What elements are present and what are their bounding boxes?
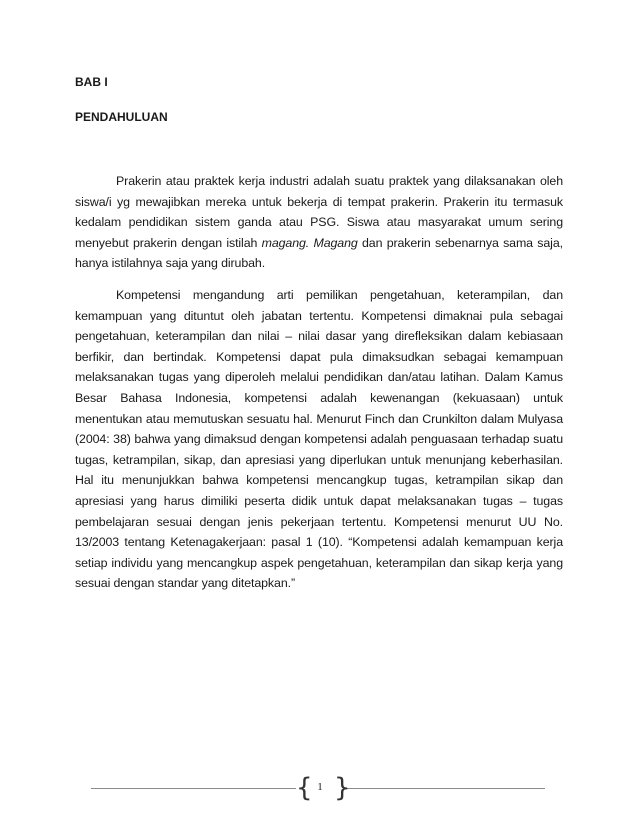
paragraph-prakerin-italic-term: magang. Magang — [261, 235, 358, 250]
paragraph-kompetensi: Kompetensi mengandung arti pemilikan pengetahuan, keterampilan, dan kemampuan yang dituntut oleh jabatan tertentu. Kompetensi dimaknai pula sebagai pengetahuan, keterampilan dan nilai – nilai dasar yang direfleksikan dalam kebiasaan berfikir, dan bertindak. Kompetensi dapat pula dimaksudkan sebagai kemampuan melaksanakan tugas yang diperoleh melalui pendidikan dan/atau latihan. Dalam Kamus Besar Bahasa Indonesia, kompetensi adalah kewenangan (kekuasaan) untuk menentukan atau memutuskan sesuatu hal. Menurut Finch dan Crunkilton dalam Mulyasa (2004: 38) bahwa yang dimaksud dengan kompetensi adalah penguasaan terhadap suatu tugas, ketrampilan, sikap, dan apresiasi yang diperlukan untuk menunjang keberhasilan. Hal itu menunjukkan bahwa kompetensi mencangkup tugas, ketrampilan sikap dan apresiasi yang harus dimiliki peserta didik untuk dapat melaksanakan tugas – tugas pembelajaran sesuai dengan jenis pekerjaan tertentu. Kompetensi menurut UU No. 13/2003 tentang Ketenagakerjaan: pasal 1 (10). “Kompetensi adalah kemampuan kerja setiap individu yang mencangkup aspek pengetahuan, keterampilan dan sikap kerja yang sesuai dengan standar yang ditetapkan.” — [75, 287, 563, 591]
body-text — [75, 171, 563, 605]
page-number: 1 — [317, 781, 323, 793]
footer-rule-right — [343, 788, 545, 789]
chapter-title: PENDAHULUAN — [75, 110, 168, 124]
footer-rule-left — [91, 788, 296, 789]
paragraph-prakerin-text-start: Prakerin atau praktek kerja industri adalah suatu praktek yang dilaksanakan oleh siswa/i yg mewajibkan mereka untuk bekerja di tempat prakerin. Prakerin itu termasuk kedalam pendidikan sistem ganda atau PSG. Siswa atau masyarakat umum sering menyebut prakerin dengan istilah — [75, 174, 563, 250]
footer-bracket-left-icon: { — [296, 773, 313, 803]
paragraph-prakerin-text-end: dan prakerin sebenarnya sama saja, hanya istilahnya saja yang dirubah. — [75, 235, 563, 271]
paragraph-prakerin — [75, 171, 563, 274]
chapter-heading: BAB I — [75, 75, 108, 89]
footer-bracket-right-icon: } — [334, 773, 351, 803]
